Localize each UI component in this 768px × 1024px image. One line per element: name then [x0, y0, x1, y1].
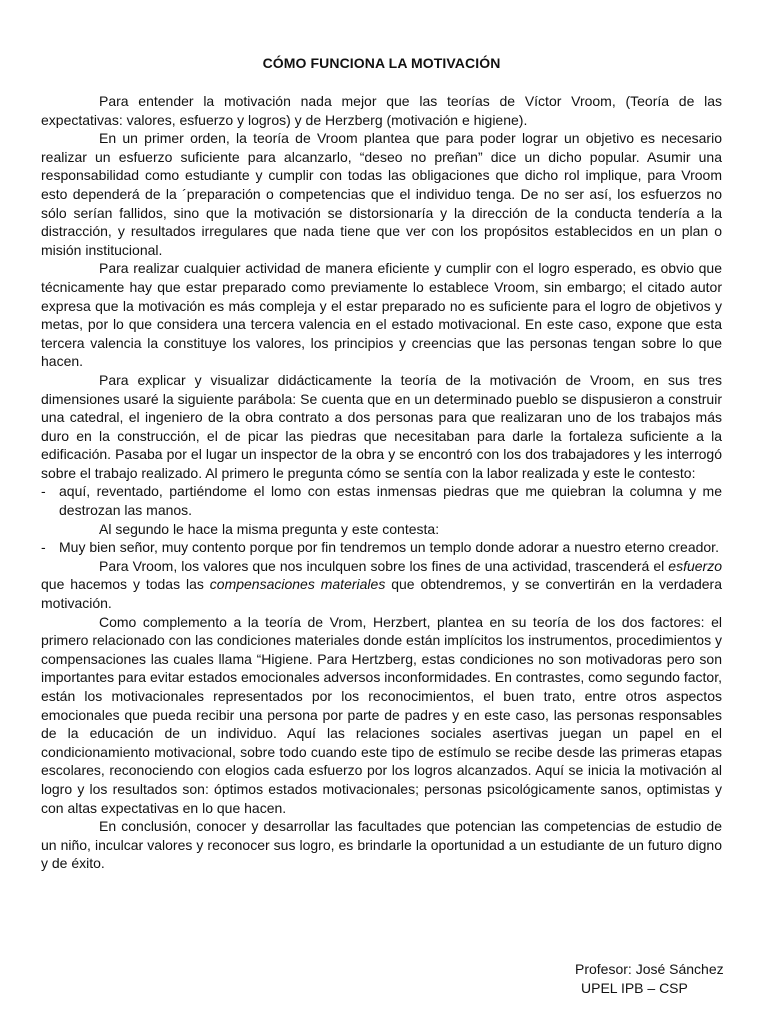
signature-institution: UPEL IPB – CSP [581, 980, 688, 996]
bullet-dash: - [41, 539, 46, 556]
bullet-text: aquí, reventado, partiéndome el lomo con estas inmensas piedras que me quiebran la columna y me destrozan las manos. [59, 483, 722, 519]
signature-author: Profesor: José Sánchez [575, 961, 724, 977]
paragraph-third-valence: Para realizar cualquier actividad de manera eficiente y cumplir con el logro esperado, es obvio que técnicamente hay que estar preparado como previamente lo establece Vroom, sin embargo; el citado autor expresa que la motivación es más compleja y el estar preparado no es suficiente para el logro de objetivos y metas, por lo que considera una tercera valencia en el estado motivacional. En este caso, expone que esta tercera valencia la constituye los valores, los principios y creencias que las personas tengan sobre lo que hacen. [41, 260, 722, 370]
bullet-dash: - [41, 483, 46, 500]
paragraph-second-question: Al segundo le hace la misma pregunta y este contesta: [99, 520, 440, 537]
paragraph-parable: Para explicar y visualizar didácticamente la teoría de la motivación de Vroom, en sus tres dimensiones usaré la siguiente parábola: Se cuenta que en un determinado pueblo se dispusieron a construir una catedral, el ingeniero de la obra contrato a dos personas para que realizaran uno de los trabajos más duro en la construcción, el de picar las piedras que necesitaban para darle la fortaleza suficiente a la edificación. Pasaba por el lugar un inspector de la obra y se encontró con los dos trabajadores y les interrogó sobre el trabajo realizado. Al primero le pregunta cómo se sentía con la labor realizada y este le contesto: [41, 371, 722, 481]
bullet-text: Muy bien señor, muy contento porque por fin tendremos un templo donde adorar a nuestro eterno creador. [59, 539, 719, 556]
text-segment: que obtendremos, y se convertirán en la verdadera motivación. [41, 576, 722, 612]
emphasis-esfuerzo: esfuerzo [668, 557, 722, 574]
paragraph-intro: Para entender la motivación nada mejor que las teorías de Víctor Vroom, (Teoría de las expectativas: valores, esfuerzo y logros) y de Herzberg (motivación e higiene). [41, 93, 722, 128]
bullet-item-first-worker [41, 482, 722, 519]
bullet-item-second-worker [41, 538, 722, 557]
document-title: CÓMO FUNCIONA LA MOTIVACIÓN [262, 55, 501, 71]
text-segment: que hacemos y todas las [41, 576, 210, 593]
paragraph-vroom-first-order: En un primer orden, la teoría de Vroom plantea que para poder lograr un objetivo es necesario realizar un esfuerzo suficiente para alcanzarlo, “deseo no preñan” dice un dicho popular. Asumir una responsabilidad como estudiante y cumplir con todas las obligaciones que dicho rol implique, para Vroom esto dependerá de la ´preparación o competencias que el individuo tenga. De no ser así, los esfuerzos no sólo serían fallidos, sino que la motivación se distorsionaría y la dirección de la conducta tendería a la distracción, y resultados irregulares que nada tiene que ver con los propósitos establecidos en un plan o misión institucional. [41, 130, 722, 258]
text-segment: Para Vroom, los valores que nos inculquen sobre los fines de una actividad, trascenderá el [99, 557, 669, 574]
document-body [41, 92, 722, 873]
paragraph-conclusion: En conclusión, conocer y desarrollar las facultades que potencian las competencias de estudio de un niño, inculcar valores y reconocer sus logro, es brindarle la oportunidad a un estudiante de un futuro digno y de éxito. [41, 818, 722, 872]
emphasis-compensaciones: compensaciones materiales [209, 576, 386, 593]
paragraph-herzberg: Como complemento a la teoría de Vrom, Herzbert, plantea en su teoría de los dos factores: el primero relacionado con las condiciones materiales donde están implícitos los instrumentos, procedimientos y compensaciones las cuales llama “Higiene. Para Hertzberg, estas condiciones no son motivadoras pero son importantes para evitar estados emocionales adversos inconformidades. En contrastes, como segundo factor, están los motivacionales representados por los reconocimientos, el buen trato, entre otros aspectos emocionales que pueda recibir una persona por parte de padres y en este caso, las personas responsables de la educación de un individuo. Aquí las relaciones sociales asertivas juegan un papel en el condicionamiento motivacional, sobre todo cuando este tipo de estímulo se recibe desde las primeras etapas escolares, reconociendo con elogios cada esfuerzo por los logros alcanzados. Aquí se inicia la motivación al logro y los resultados son: óptimos estados motivacionales; personas psicológicamente sanos, optimistas y con altas expectativas en lo que hacen. [41, 613, 722, 816]
signature-block [575, 960, 724, 998]
paragraph-vroom-values [41, 557, 722, 613]
